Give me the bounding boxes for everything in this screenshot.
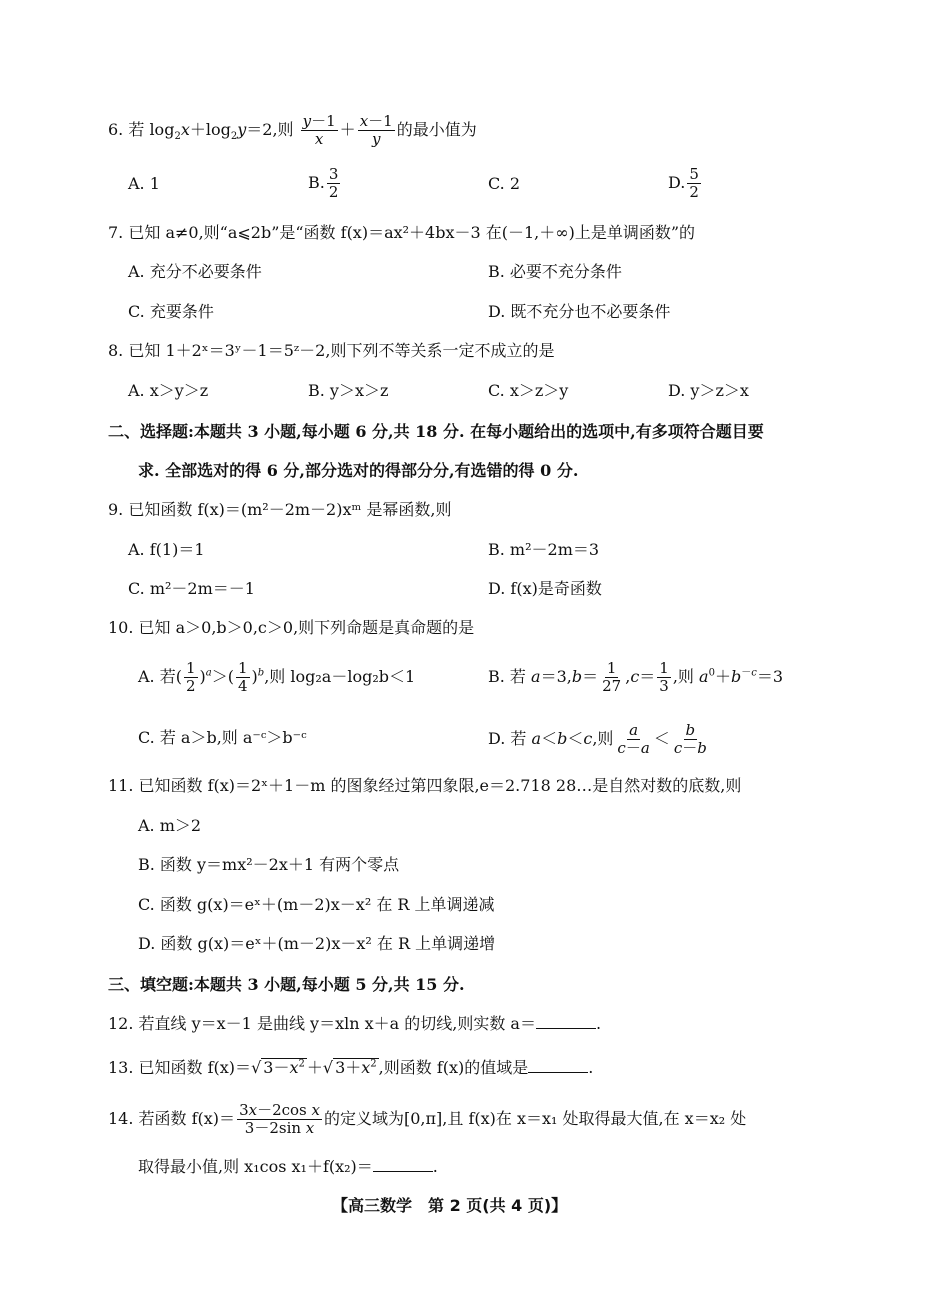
fraction: $\frac{x-1}{y}$ — [359, 112, 393, 148]
q10-option-c: C. 若 a＞b,则 a⁻ᶜ＞b⁻ᶜ — [138, 728, 307, 747]
fraction: $\frac{\text{3x－2cos x}}{\text{3－2sin x}}$ — [239, 1101, 320, 1137]
q7-option-c: C. 充要条件 — [128, 302, 214, 321]
q8-option-d: D. y＞z＞x — [668, 381, 749, 400]
q9-stem: 9. 已知函数 f(x)＝(m²－2m－2)xᵐ 是幂函数,则 — [108, 500, 452, 519]
q9-option-c: C. m²－2m＝－1 — [128, 579, 255, 598]
q6-stem: 6. 若 $\log_2x+\log_2y=2$,则 $\frac{y-1}{x}$ ＋ $\frac{x-1}{y}$ 的最小值为 — [108, 112, 477, 148]
q14-stem-cont: 取得最小值,则 x₁cos x₁＋f(x₂)＝ . — [138, 1157, 438, 1176]
q11-option-b: B. 函数 y＝mx²－2x＋1 有两个零点 — [138, 855, 400, 874]
q10-stem: 10. 已知 a＞0,b＞0,c＞0,则下列命题是真命题的是 — [108, 618, 475, 637]
q6-option-c: C. 2 — [488, 174, 521, 193]
q8-option-b: B. y＞x＞z — [308, 381, 389, 400]
q7-stem: 7. 已知 a≠0,则“a⩽2b”是“函数 f(x)＝ax²＋4bx－3 在(－1,＋∞)上是单调函数”的 — [108, 223, 696, 242]
fraction: $\frac{y-1}{x}$ — [302, 112, 336, 148]
q11-option-c: C. 函数 g(x)＝eˣ＋(m－2)x－x² 在 R 上单调递减 — [138, 895, 495, 914]
q11-stem: 11. 已知函数 f(x)＝2ˣ＋1－m 的图象经过第四象限,e＝2.718 28…是自然对数的底数,则 — [108, 776, 742, 795]
q9-option-d: D. f(x)是奇函数 — [488, 579, 602, 598]
section2-heading-cont: 求. 全部选对的得 6 分,部分选对的得部分分,有选错的得 0 分. — [138, 461, 579, 480]
q6-option-a: A. 1 — [128, 174, 160, 193]
q6-option-d: D. $\frac{5}{2}$ — [668, 165, 699, 201]
page-footer: 【高三数学 第 2 页(共 4 页)】 — [332, 1196, 568, 1215]
q8-stem: 8. 已知 1＋2ˣ＝3ʸ－1＝5ᶻ－2,则下列不等关系一定不成立的是 — [108, 341, 555, 360]
q9-option-b: B. m²－2m＝3 — [488, 540, 600, 559]
section2-heading: 二、选择题:本题共 3 小题,每小题 6 分,共 18 分. 在每小题给出的选项中,有多项符合题目要 — [108, 422, 764, 441]
q9-option-a: A. f(1)＝1 — [128, 540, 205, 559]
q8-option-c: C. x＞z＞y — [488, 381, 569, 400]
q7-option-d: D. 既不充分也不必要条件 — [488, 302, 671, 321]
q10-option-d: D. 若 a＜b＜c,则 $\frac{a}{c-a}$ ＜ $\frac{b}{c-b}$ — [488, 721, 707, 757]
q7-option-a: A. 充分不必要条件 — [128, 262, 262, 281]
q14-stem: 14. 若函数 f(x)＝ $\frac{\text{3x－2cos x}}{\text{3－2sin x}}$ 的定义域为[0,π],且 f(x)在 x＝x₁ 处取得最大值,在 x＝x₂ 处 — [108, 1101, 747, 1137]
q11-option-d: D. 函数 g(x)＝eˣ＋(m－2)x－x² 在 R 上单调递增 — [138, 934, 496, 953]
answer-blank — [373, 1157, 433, 1172]
q8-option-a: A. x＞y＞z — [128, 381, 209, 400]
q7-option-b: B. 必要不充分条件 — [488, 262, 622, 281]
q10-option-b: B. 若 a＝3,b＝ $\frac{1}{27}$ ,c＝ $\frac{1}{3}$ ,则 $a^0+b^{-c}=3$ — [488, 659, 784, 695]
section3-heading: 三、填空题:本题共 3 小题,每小题 5 分,共 15 分. — [108, 975, 465, 994]
q12-stem: 12. 若直线 y＝x－1 是曲线 y＝xln x＋a 的切线,则实数 a＝ . — [108, 1014, 602, 1033]
q10-option-a: A. 若( $\frac{1}{2}$ )$^a$＞( $\frac{1}{4}$ )$^b$,则 log₂a－log₂b＜1 — [138, 659, 416, 695]
q13-stem: 13. 已知函数 f(x)＝√ $3-x^2$ ＋√ $3+x^2$ ,则函数 f(x)的值域是 . — [108, 1058, 594, 1077]
q6-option-b: B. $\frac{3}{2}$ — [308, 165, 339, 201]
answer-blank — [536, 1014, 596, 1029]
q11-option-a: A. m＞2 — [138, 816, 202, 835]
answer-blank — [528, 1058, 588, 1073]
